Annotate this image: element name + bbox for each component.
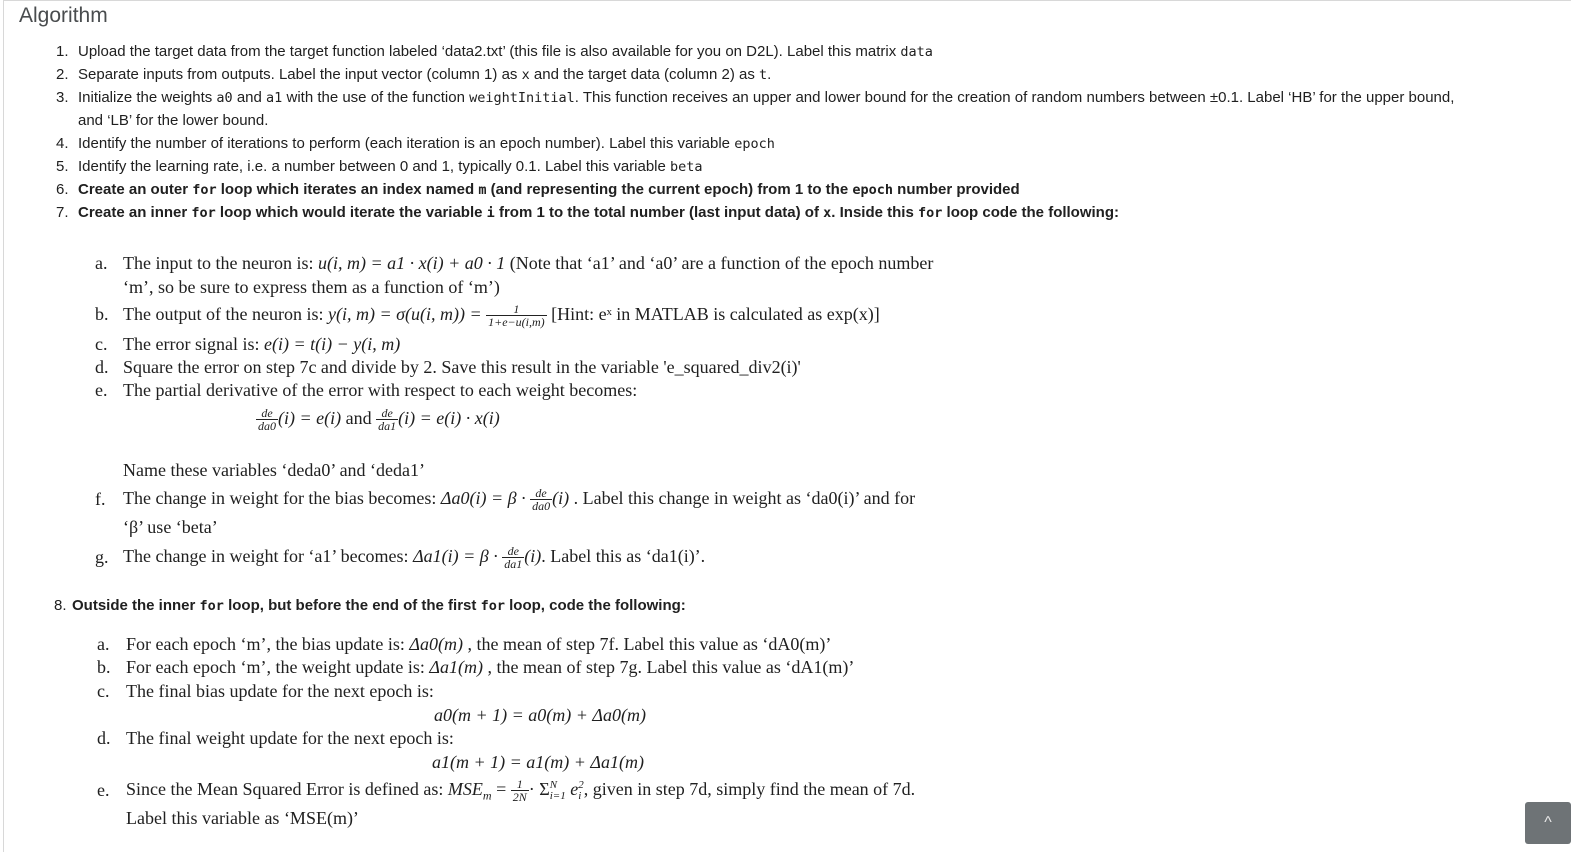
sub-8c-text: The final bias update for the next epoch is: [126, 681, 434, 701]
step-8-number: 8. [54, 597, 67, 614]
step-1-text: Upload the target data from the target function labeled ‘data2.txt’ (this file is also available for you on D2L). Label this matrix data [78, 43, 933, 60]
sub-7a-text: The input to the neuron is: u(i, m) = a1 · x(i) + a0 · 1 (Note that ‘a1’ and ‘a0’ are a function of the epoch number [123, 253, 934, 273]
step-6-text: Create an outer for loop which iterates an index named m (and representing the current epoch) from 1 to the epoch number provided [78, 181, 1020, 198]
sub-7d-text: Square the error on step 7c and divide by 2. Save this result in the variable 'e_squared_div2(i)' [123, 357, 801, 377]
sub-7e-text: The partial derivative of the error with respect to each weight becomes: [123, 380, 638, 400]
step-2-number: 2. [56, 66, 69, 83]
sub-7c-label: c. [95, 334, 108, 354]
sigmoid-fraction: $\frac{1}{1+e-u(i,m)}$ [488, 301, 545, 329]
sub-8a-text: For each epoch ‘m’, the bias update is: Δa0(m) , the mean of step 7f. Label this value as ‘dA0(m)’ [126, 634, 832, 654]
sub-8e-text: Since the Mean Squared Error is defined as: $MSE_m$ = $\frac{1}{2N}$ · Σ N i=1 e 2 i , given in step 7d, simply find the mean of 7d. [126, 776, 916, 804]
sub-8a-label: a. [97, 634, 110, 654]
chevron-up-icon: ^ [1544, 814, 1552, 831]
step-5-text: Identify the learning rate, i.e. a number between 0 and 1, typically 0.1. Label this variable beta [78, 158, 703, 175]
sub-7f-text-cont: ‘β’ use ‘beta’ [123, 517, 218, 537]
sub-8b-label: b. [97, 657, 111, 677]
partial-derivative-equation: $\frac{de}{da0}$ (i) = e(i) and $\frac{de}{da1}$ (i) = e(i) · x(i) [258, 405, 500, 433]
step-4-text: Identify the number of iterations to perform (each iteration is an epoch number). Label this variable epoch [78, 135, 775, 152]
sub-7c-text: The error signal is: e(i) = t(i) − y(i, m) [123, 334, 401, 354]
sub-7f-label: f. [95, 489, 106, 509]
step-3-text: Initialize the weights a0 and a1 with the use of the function weightInitial. This function receives an upper and lower bound for the creation of random numbers between ±0.1. Label ‘HB’ for the upper bound, [78, 89, 1455, 106]
sub-8e-text-cont: Label this variable as ‘MSE(m)’ [126, 808, 359, 828]
bias-update-equation: a0(m + 1) = a0(m) + Δa0(m) [434, 705, 646, 725]
step-3-text-cont: and ‘LB’ for the lower bound. [78, 112, 269, 129]
sub-8d-text: The final weight update for the next epoch is: [126, 728, 454, 748]
sub-7a-label: a. [95, 253, 108, 273]
step-6-number: 6. [56, 181, 69, 198]
step-3-number: 3. [56, 89, 69, 106]
sub-7g-text: The change in weight for ‘a1’ becomes: Δa1(i) = β · $\frac{de}{da1}$ (i). Label this as ‘da1(i)’. [123, 543, 706, 571]
sub-8d-label: d. [97, 728, 111, 748]
step-2-text: Separate inputs from outputs. Label the input vector (column 1) as x and the target data (column 2) as t. [78, 66, 772, 83]
sub-7e-name-note: Name these variables ‘deda0’ and ‘deda1’ [123, 460, 426, 480]
sub-8c-label: c. [97, 681, 110, 701]
code-data: data [900, 44, 933, 60]
sub-7d-label: d. [95, 357, 109, 377]
step-7-number: 7. [56, 204, 69, 221]
step-7-text: Create an inner for loop which would iterate the variable i from 1 to the total number (last input data) of x. Inside this for loop code the following: [78, 204, 1120, 221]
sub-7b-text: The output of the neuron is: y(i, m) = σ(u(i, m)) = $\frac{1}{1+e-u(i,m)}$ [Hint: eˣ in MATLAB is calculated as exp(x)] [123, 301, 880, 329]
sub-7a-text-cont: ‘m’, so be sure to express them as a function of ‘m’) [123, 277, 500, 297]
sub-8b-text: For each epoch ‘m’, the weight update is: Δa1(m) , the mean of step 7g. Label this value as ‘dA1(m)’ [126, 657, 855, 677]
sub-7b-label: b. [95, 304, 109, 324]
weight-update-equation: a1(m + 1) = a1(m) + Δa1(m) [432, 752, 644, 772]
step-4-number: 4. [56, 135, 69, 152]
sub-7f-text: The change in weight for the bias becomes: Δa0(i) = β · $\frac{de}{da0}$ (i) . Label this change in weight as ‘da0(i)’ and for [123, 485, 916, 513]
sub-7e-label: e. [95, 380, 108, 400]
step-1-number: 1. [56, 43, 69, 60]
step-8-text: Outside the inner for loop, but before the end of the first for loop, code the following: [72, 597, 686, 614]
page-title: Algorithm [19, 4, 108, 27]
sub-8e-label: e. [97, 780, 110, 800]
scroll-to-top-button[interactable] [1525, 802, 1571, 844]
step-5-number: 5. [56, 158, 69, 175]
sub-7g-label: g. [95, 547, 109, 567]
